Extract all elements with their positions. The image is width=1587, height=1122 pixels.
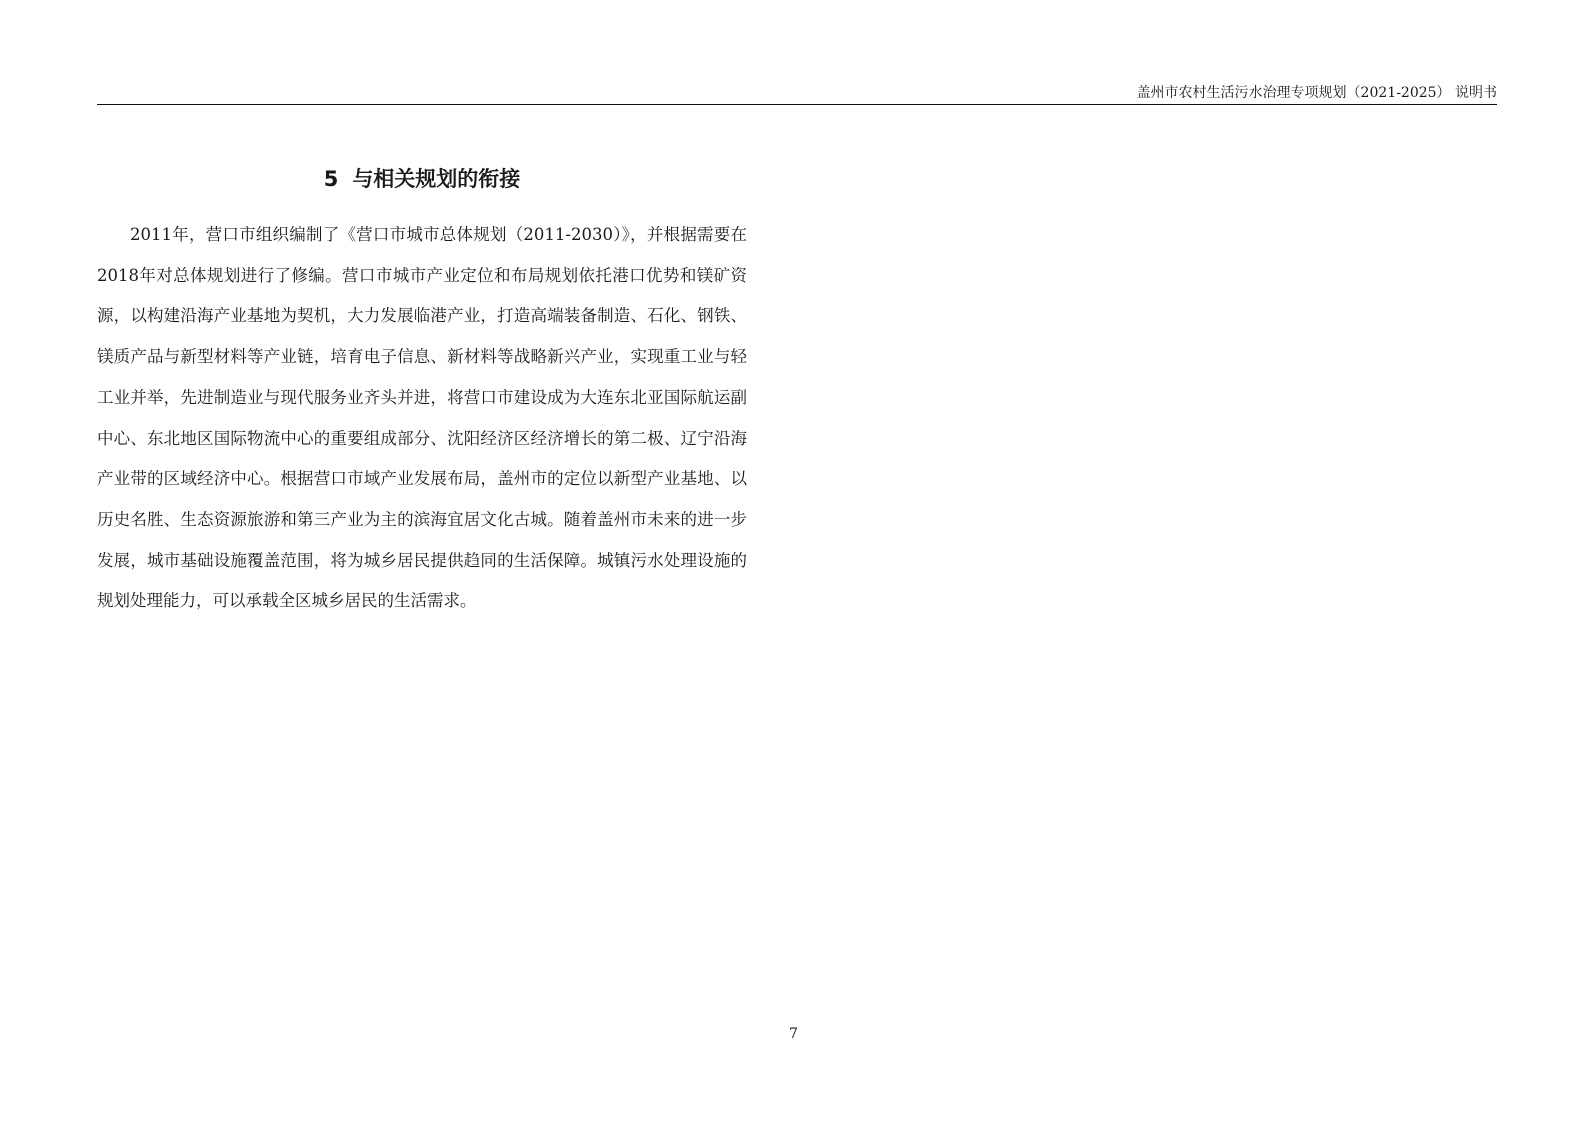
section-number: 5 <box>323 167 339 191</box>
header-rule <box>97 104 1497 105</box>
running-header-title: 盖州市农村生活污水治理专项规划（2021-2025） 说明书 <box>1136 85 1497 101</box>
section-title <box>97 164 747 194</box>
running-header <box>97 84 1497 102</box>
body-paragraph: 2011年，营口市组织编制了《营口市城市总体规划（2011-2030）》，并根据需要在2018年对总体规划进行了修编。营口市城市产业定位和布局规划依托港口优势和镁矿资源，以构建沿海产业基地为契机，大力发展临港产业，打造高端装备制造、石化、钢铁、镁质产品与新型材料等产业链，培育电子信息、新材料等战略新兴产业，实现重工业与轻工业并举，先进制造业与现代服务业齐头并进，将营口市建设成为大连东北亚国际航运副中心、东北地区国际物流中心的重要组成部分、沈阳经济区经济增长的第二极、辽宁沿海产业带的区域经济中心。根据营口市域产业发展布局，盖州市的定位以新型产业基地、以历史名胜、生态资源旅游和第三产业为主的滨海宜居文化古城。随着盖州市未来的进一步发展，城市基础设施覆盖范围，将为城乡居民提供趋同的生活保障。城镇污水处理设施的规划处理能力，可以承载全区城乡居民的生活需求。 <box>97 225 747 611</box>
section-title-text: 与相关规划的衔接 <box>352 167 521 191</box>
page-number: 7 <box>789 1026 798 1042</box>
